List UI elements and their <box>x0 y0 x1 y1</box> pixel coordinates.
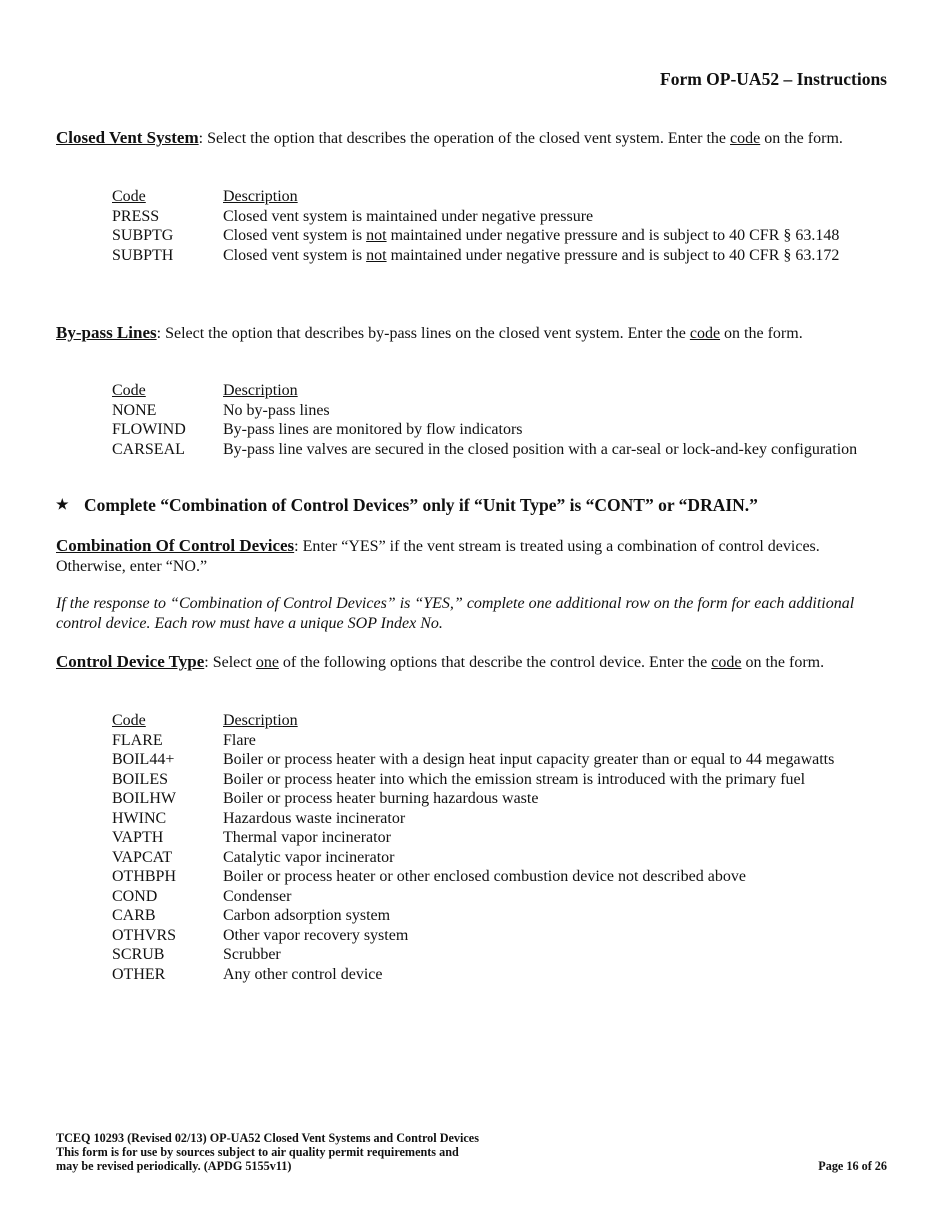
page-number: Page 16 of 26 <box>818 1159 887 1173</box>
table-row <box>112 887 893 907</box>
control-type-paragraph <box>56 652 893 673</box>
table-row <box>112 809 893 829</box>
row-desc: No by-pass lines <box>223 401 330 419</box>
form-header-title: Form OP-UA52 – Instructions <box>660 69 887 89</box>
row-code: VAPTH <box>112 829 164 846</box>
col-code-header: Code <box>112 382 146 399</box>
row-desc: By-pass lines are monitored by flow indicators <box>223 421 523 438</box>
row-desc: Closed vent system is maintained under negative pressure <box>223 207 594 225</box>
row-code: OTHER <box>112 965 166 983</box>
row-desc: Boiler or process heater or other enclosed combustion device not described above <box>223 868 746 885</box>
row-code: BOILHW <box>112 790 176 807</box>
row-desc: Other vapor recovery system <box>223 926 409 944</box>
table-row <box>112 207 893 227</box>
row-code: BOILES <box>112 770 168 788</box>
code-word: code <box>730 130 761 147</box>
footer <box>56 1131 479 1173</box>
row-desc: Catalytic vapor incinerator <box>223 848 395 866</box>
closed-vent-text: : Select the option that describes the operation of the closed vent system. Enter the <box>198 130 731 147</box>
closed-vent-paragraph <box>56 128 893 149</box>
combination-paragraph <box>56 536 893 576</box>
bypass-paragraph <box>56 323 893 344</box>
row-desc: Thermal vapor incinerator <box>223 829 391 846</box>
bypass-text: : Select the option that describes by-pass lines on the closed vent system. Enter the <box>156 325 690 342</box>
table-row <box>112 401 893 421</box>
footer-line: TCEQ 10293 (Revised 02/13) OP-UA52 Closed Vent Systems and Control Devices <box>56 1131 479 1145</box>
table-header-row <box>112 187 893 207</box>
row-code: SUBPTG <box>112 227 174 244</box>
row-code: CARSEAL <box>112 440 185 458</box>
table-row <box>112 848 893 868</box>
col-desc-header: Description <box>223 382 298 399</box>
row-desc: Scrubber <box>223 946 281 963</box>
table-row <box>112 770 893 790</box>
row-desc: Boiler or process heater into which the emission stream is introduced with the primary fuel <box>223 770 806 788</box>
control-type-title: Control Device Type <box>56 652 205 671</box>
row-desc: Boiler or process heater with a design heat input capacity greater than or equal to 44 megawatts <box>223 751 835 768</box>
row-code: PRESS <box>112 207 160 225</box>
closed-vent-code-table <box>112 187 893 265</box>
table-row <box>112 906 893 926</box>
row-desc: Any other control device <box>223 965 383 983</box>
combination-text: : Enter “YES” if the vent stream is treated using a combination of control devices. Otherwise, enter “NO.” <box>56 538 820 575</box>
footer-line: This form is for use by sources subject to air quality permit requirements and <box>56 1145 459 1159</box>
one-word: one <box>255 654 279 671</box>
table-row <box>112 750 893 770</box>
row-code: SCRUB <box>112 946 165 963</box>
row-code: SUBPTH <box>112 246 174 264</box>
row-code: VAPCAT <box>112 848 173 866</box>
row-desc: Flare <box>223 731 256 749</box>
col-code-header: Code <box>112 188 146 205</box>
closed-vent-title: Closed Vent System <box>56 128 199 147</box>
control-type-text-mid: of the following options that describe the control device. Enter the <box>278 654 712 671</box>
control-type-text-end: on the form. <box>741 654 825 671</box>
combination-title: Combination Of Control Devices <box>56 536 295 555</box>
control-type-text: : Select <box>204 654 256 671</box>
code-word: code <box>689 325 721 342</box>
bypass-code-table <box>112 381 893 459</box>
row-code: NONE <box>112 401 157 419</box>
table-row <box>112 789 893 809</box>
row-desc: Boiler or process heater burning hazardous waste <box>223 790 539 807</box>
footer-line: may be revised periodically. (APDG 5155v11) <box>56 1159 292 1173</box>
closed-vent-text-end: on the form. <box>760 130 843 147</box>
table-header-row <box>112 381 893 401</box>
row-code: BOIL44+ <box>112 751 175 768</box>
table-row <box>112 731 893 751</box>
table-row <box>112 828 893 848</box>
col-desc-header: Description <box>223 188 298 205</box>
table-row <box>112 926 893 946</box>
row-desc: Carbon adsorption system <box>223 907 391 924</box>
col-desc-header: Description <box>223 712 298 729</box>
row-desc: Closed vent system is not maintained under negative pressure and is subject to 40 CFR § 63.148 <box>223 227 840 244</box>
row-desc: Condenser <box>223 887 292 905</box>
table-row <box>112 226 893 246</box>
row-desc: By-pass line valves are secured in the closed position with a car-seal or lock-and-key configuration <box>223 440 858 458</box>
row-code: CARB <box>112 907 156 924</box>
note-text: Complete “Combination of Control Devices” only if “Unit Type” is “CONT” or “DRAIN.” <box>84 495 758 515</box>
row-code: FLOWIND <box>112 421 186 438</box>
control-type-code-table <box>112 711 893 984</box>
table-header-row <box>112 711 893 731</box>
row-code: OTHBPH <box>112 868 177 885</box>
star-icon: ★ <box>56 498 69 513</box>
row-desc: Closed vent system is not maintained under negative pressure and is subject to 40 CFR § 63.172 <box>223 246 840 264</box>
table-row <box>112 945 893 965</box>
bypass-text-end: on the form. <box>720 325 803 342</box>
row-code: FLARE <box>112 731 163 749</box>
table-row <box>112 420 893 440</box>
row-code: OTHVRS <box>112 926 177 944</box>
conditional-note <box>56 495 893 516</box>
bypass-title: By-pass Lines <box>56 323 157 342</box>
table-row <box>112 246 893 266</box>
row-code: HWINC <box>112 809 167 827</box>
table-row <box>112 965 893 985</box>
table-row <box>112 440 893 460</box>
row-desc: Hazardous waste incinerator <box>223 809 406 827</box>
row-code: COND <box>112 887 158 905</box>
code-word: code <box>711 654 742 671</box>
combination-italic-note: If the response to “Combination of Control Devices” is “YES,” complete one additional row on the form for each additional control device. Each row must have a unique SOP Index No. <box>56 595 855 632</box>
table-row <box>112 867 893 887</box>
col-code-header: Code <box>112 712 146 729</box>
